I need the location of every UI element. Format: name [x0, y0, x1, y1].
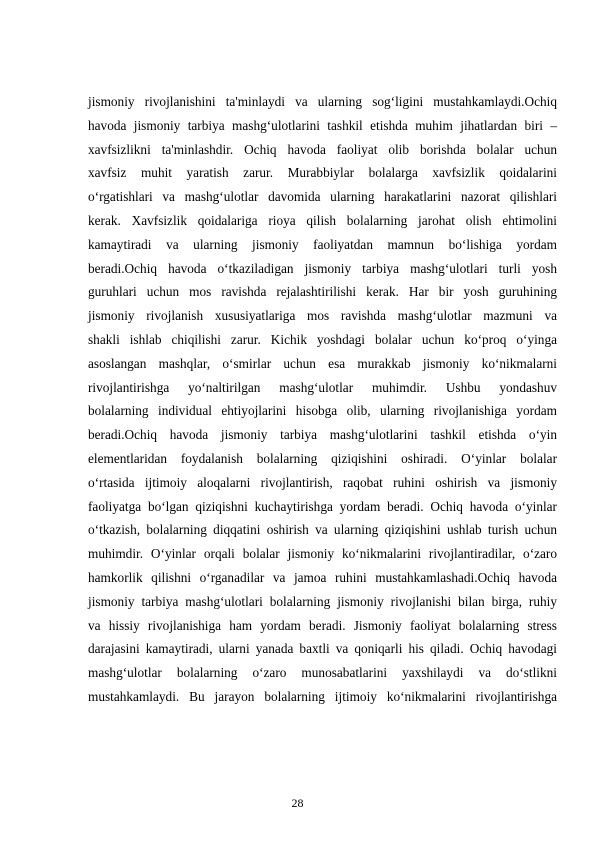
text-line: mustahkamlaydi. Bu jarayon bolalarning ijtimoiy ko‘nikmalarini rivojlantirishga — [88, 688, 557, 704]
text-line: rivojlantirishga yo‘naltirilgan mashg‘ulotlar muhimdir. Ushbu yondashuv — [88, 379, 557, 395]
text-line: jismoniy rivojlanishini ta'minlaydi va ularning sog‘ligini mustahkamlaydi.Ochiq — [88, 94, 557, 109]
text-line: o‘tkazish, bolalarning diqqatini oshirish va ularning qiziqishini ushlab turish uchun — [88, 522, 557, 538]
text-line: beradi.Ochiq havoda jismoniy tarbiya mashg‘ulotlarini tashkil etishda o‘yin — [88, 427, 557, 443]
text-line: elementlaridan foydalanish bolalarning qiziqishini oshiradi. O‘yinlar bolalar — [88, 450, 557, 466]
text-line: asoslangan mashqlar, o‘smirlar uchun esa murakkab jismoniy ko‘nikmalarni — [88, 355, 557, 371]
text-line: guruhlari uchun mos ravishda rejalashtirilishi kerak. Har bir yosh guruhining — [88, 284, 557, 300]
text-line: jismoniy rivojlanish xususiyatlariga mos ravishda mashg‘ulotlar mazmuni va — [88, 308, 557, 324]
text-line: kerak. Xavfsizlik qoidalariga rioya qilish bolalarning jarohat olish ehtimolini — [88, 212, 557, 228]
text-line: muhimdir. O‘yinlar orqali bolalar jismoniy ko‘nikmalarini rivojlantiradilar, o‘zaro — [88, 546, 557, 562]
text-line: va hissiy rivojlanishiga ham yordam beradi. Jismoniy faoliyat bolalarning stress — [88, 617, 557, 633]
text-line: darajasini kamaytiradi, ularni yanada baxtli va qoniqarli his qiladi. Ochiq havodagi — [88, 641, 557, 657]
text-line: havoda jismoniy tarbiya mashg‘ulotlarini tashkil etishda muhim jihatlardan biri – — [88, 117, 557, 133]
text-line: mashg‘ulotlar bolalarning o‘zaro munosabatlarini yaxshilaydi va do‘stlikni — [88, 665, 557, 681]
text-line: bolalarning individual ehtiyojlarini hisobga olib, ularning rivojlanishiga yordam — [88, 403, 557, 419]
text-line: shakli ishlab chiqilishi zarur. Kichik yoshdagi bolalar uchun ko‘proq o‘yinga — [88, 331, 557, 347]
text-line: jismoniy tarbiya mashg‘ulotlari bolalarning jismoniy rivojlanishi bilan birga, ruhiy — [88, 593, 557, 609]
text-line: o‘rgatishlari va mashg‘ulotlar davomida ularning harakatlarini nazorat qilishlari — [88, 189, 557, 205]
text-line: xavfsiz muhit yaratish zarur. Murabbiylar bolalarga xavfsizlik qoidalarini — [88, 165, 557, 181]
text-line: hamkorlik qilishni o‘rganadilar va jamoa ruhini mustahkamlashadi.Ochiq havoda — [88, 569, 557, 585]
text-line: faoliyatga bo‘lgan qiziqishni kuchaytirishga yordam beradi. Ochiq havoda o‘yinlar — [88, 498, 557, 514]
text-line: beradi.Ochiq havoda o‘tkaziladigan jismoniy tarbiya mashg‘ulotlari turli yosh — [88, 260, 557, 276]
text-line: xavfsizlikni ta'minlashdir. Ochiq havoda faoliyat olib borishda bolalar uchun — [88, 141, 557, 157]
text-line: o‘rtasida ijtimoiy aloqalarni rivojlantirish, raqobat ruhini oshirish va jismoniy — [88, 474, 557, 490]
body-paragraph — [88, 90, 557, 709]
text-line: kamaytiradi va ularning jismoniy faoliyatdan mamnun bo‘lishiga yordam — [88, 236, 557, 252]
page-number: 28 — [291, 796, 304, 810]
